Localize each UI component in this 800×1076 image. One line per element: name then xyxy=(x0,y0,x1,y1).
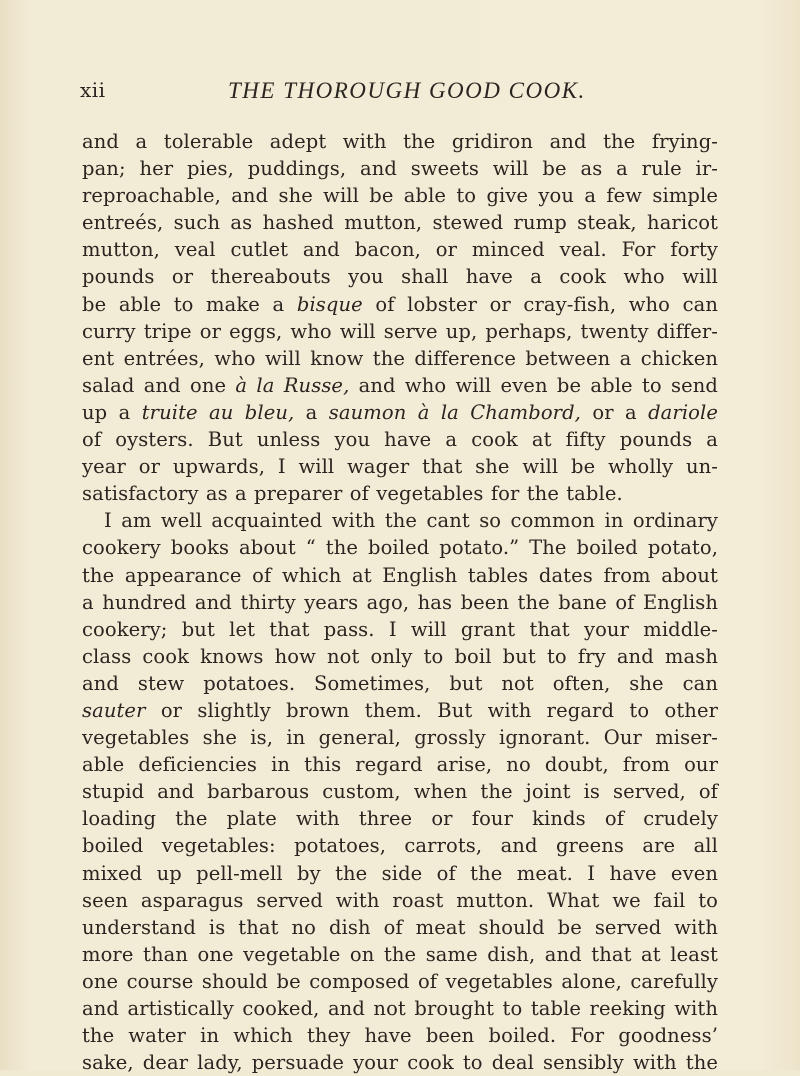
text-line xyxy=(82,155,718,182)
text-run: or a xyxy=(580,400,649,424)
text-line xyxy=(82,534,718,561)
text-line xyxy=(82,128,718,155)
text-run: more than one vegetable on the same dish, and that at least xyxy=(82,942,718,966)
text-line xyxy=(82,643,718,670)
text-line xyxy=(82,697,718,724)
text-run: satisfactory as a preparer of vegetables for the table. xyxy=(82,482,623,506)
text-run: vegetables she is, in general, grossly ignorant. Our miser- xyxy=(82,726,718,750)
text-run: mixed up pell-mell by the side of the meat. I have even xyxy=(82,861,718,885)
text-line xyxy=(82,209,718,236)
text-run: curry tripe or eggs, who will serve up, perhaps, twenty differ- xyxy=(82,319,718,343)
text-line xyxy=(82,995,718,1022)
text-run: class cook knows how not only to boil but to fry and mash xyxy=(82,644,718,668)
page-header xyxy=(80,78,780,108)
text-run: understand is that no dish of meat should be served with xyxy=(82,915,718,939)
text-line xyxy=(82,751,718,778)
italic-phrase: truite au bleu, xyxy=(141,400,295,424)
italic-phrase: sauter xyxy=(82,698,146,722)
text-run: pounds or thereabouts you shall have a cook who will xyxy=(82,265,718,289)
italic-phrase: bisque xyxy=(296,292,363,316)
text-run: or slightly brown them. But with regard to other xyxy=(145,698,718,722)
text-line xyxy=(82,778,718,805)
text-line xyxy=(82,453,718,480)
text-run: boiled vegetables: potatoes, carrots, and greens are all xyxy=(82,834,718,858)
text-line xyxy=(82,372,718,399)
text-line xyxy=(82,832,718,859)
text-run: entreés, such as hashed mutton, stewed rump steak, haricot xyxy=(82,211,718,235)
text-line xyxy=(82,724,718,751)
text-line xyxy=(82,1022,718,1049)
text-line xyxy=(82,805,718,832)
text-run: of oysters. But unless you have a cook at fifty pounds a xyxy=(82,428,718,452)
text-line xyxy=(82,507,718,534)
body-text xyxy=(82,128,718,1076)
text-run: cookery books about “ the boiled potato.” The boiled potato, xyxy=(82,536,718,560)
text-run: able deficiencies in this regard arise, no doubt, from our xyxy=(82,753,718,777)
text-line xyxy=(82,670,718,697)
text-line xyxy=(82,589,718,616)
text-line xyxy=(82,968,718,995)
text-run: of lobster or cray-fish, who can xyxy=(362,292,719,316)
italic-phrase: saumon à la Chambord, xyxy=(328,400,581,424)
text-run: loading the plate with three or four kinds of crudely xyxy=(82,807,718,831)
text-line xyxy=(82,480,718,507)
text-line xyxy=(82,1049,718,1076)
italic-phrase: dariole xyxy=(648,400,718,424)
text-run: pan; her pies, puddings, and sweets will be as a rule ir- xyxy=(82,157,718,181)
italic-phrase: à la Russe, xyxy=(235,373,350,397)
page-number: xii xyxy=(80,78,106,102)
text-run: and stew potatoes. Sometimes, but not often, she can xyxy=(82,671,718,695)
running-head: THE THOROUGH GOOD COOK. xyxy=(228,78,586,103)
text-line xyxy=(82,562,718,589)
text-run: seen asparagus served with roast mutton. What we fail to xyxy=(82,888,718,912)
text-run: and who will even be able to send xyxy=(349,373,718,397)
text-run: a hundred and thirty years ago, has been the bane of English xyxy=(82,590,718,614)
text-line xyxy=(82,426,718,453)
text-run: stupid and barbarous custom, when the joint is served, of xyxy=(82,780,718,804)
text-line xyxy=(82,914,718,941)
text-line xyxy=(82,318,718,345)
text-run: I am well acquainted with the cant so common in ordinary xyxy=(104,509,718,533)
text-run: a xyxy=(294,400,329,424)
text-run: cookery; but let that pass. I will grant that your middle- xyxy=(82,617,718,641)
text-line xyxy=(82,291,718,318)
text-line xyxy=(82,616,718,643)
text-run: salad and one xyxy=(82,373,236,397)
text-run: reproachable, and she will be able to give you a few simple xyxy=(82,184,718,208)
text-line xyxy=(82,263,718,290)
text-line xyxy=(82,236,718,263)
text-run: and a tolerable adept with the gridiron and the frying- xyxy=(82,130,718,153)
text-line xyxy=(82,941,718,968)
text-run: and artistically cooked, and not brought to table reeking with xyxy=(82,997,718,1020)
text-line xyxy=(82,182,718,209)
text-run: year or upwards, I will wager that she will be wholly un- xyxy=(82,455,718,479)
text-run: sake, dear lady, persuade your cook to deal sensibly with the xyxy=(82,1051,718,1075)
text-run: mutton, veal cutlet and bacon, or minced veal. For forty xyxy=(82,238,718,262)
text-line xyxy=(82,399,718,426)
text-line xyxy=(82,887,718,914)
text-line xyxy=(82,345,718,372)
text-run: the water in which they have been boiled. For goodness’ xyxy=(82,1024,718,1048)
text-run: the appearance of which at English tables dates from about xyxy=(82,563,718,587)
text-run: ent entrées, who will know the difference between a chicken xyxy=(82,346,718,370)
text-run: one course should be composed of vegetables alone, carefully xyxy=(82,969,718,993)
text-line xyxy=(82,860,718,887)
text-run: up a xyxy=(82,400,142,424)
text-run: be able to make a xyxy=(82,292,297,316)
